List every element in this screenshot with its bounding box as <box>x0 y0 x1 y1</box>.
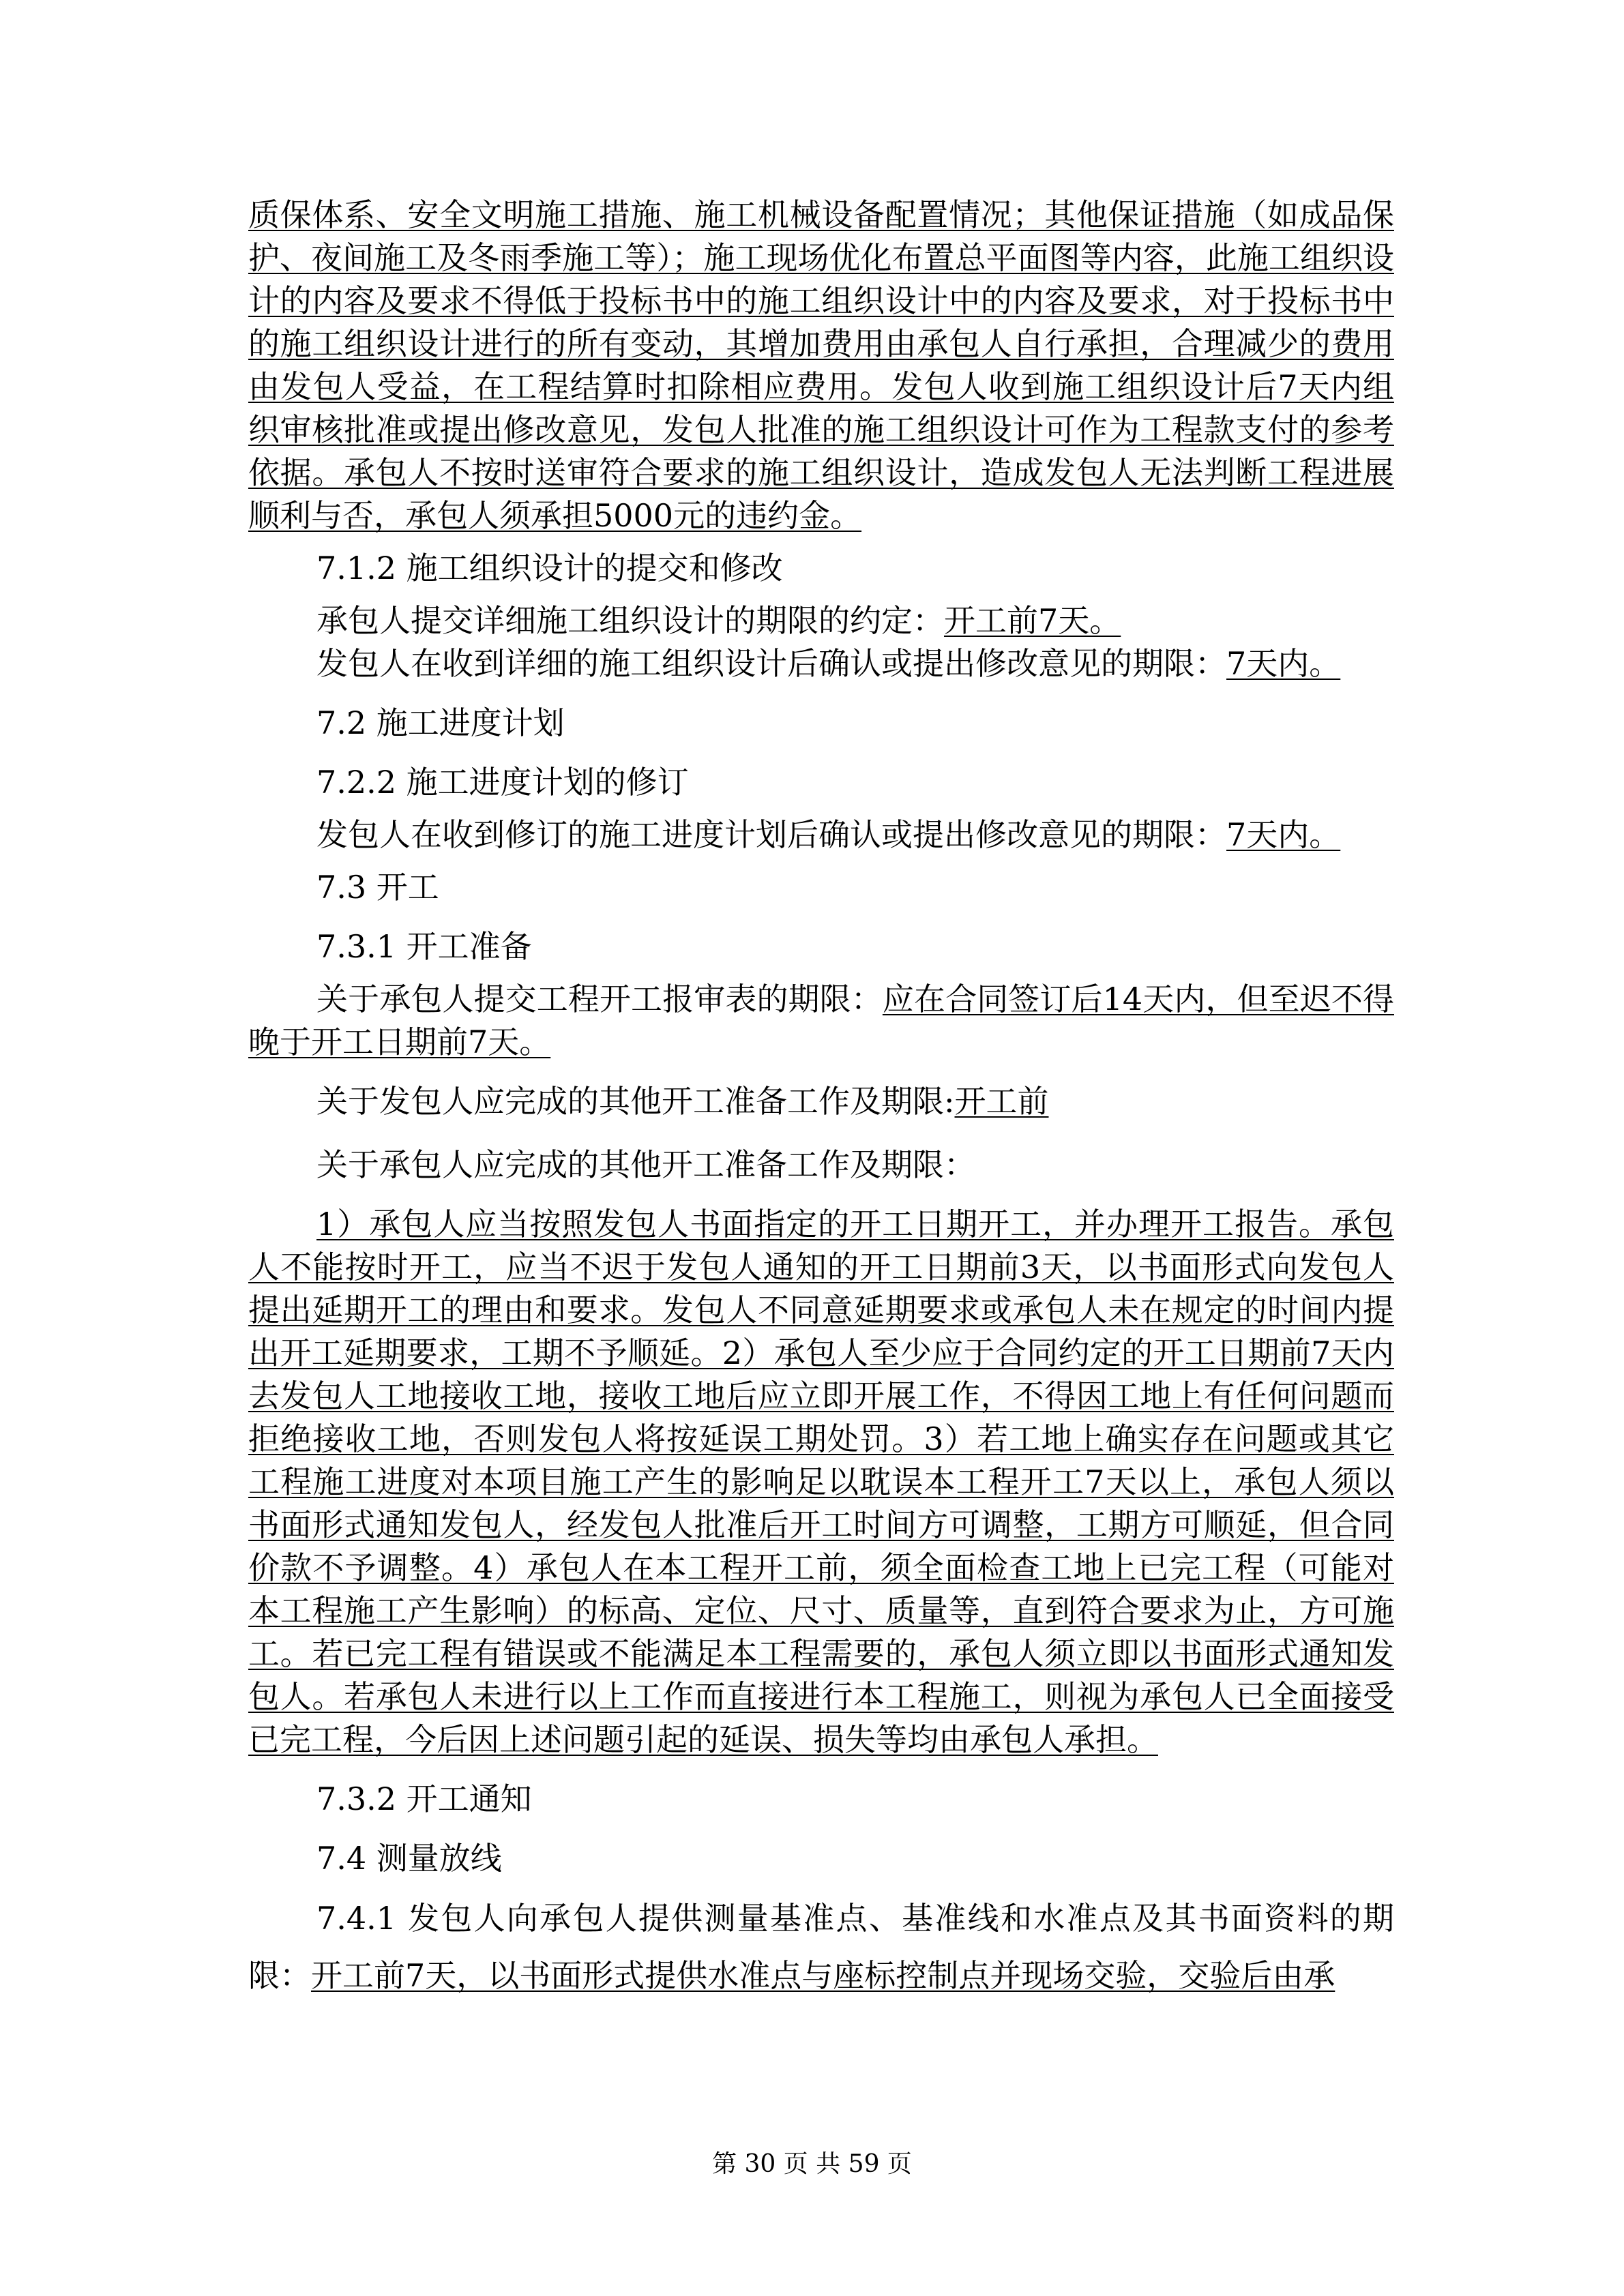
heading-7-2-2: 7.2.2 施工进度计划的修订 <box>316 764 689 801</box>
paragraph-contractor-preparation: 关于承包人应完成的其他开工准备工作及期限： <box>316 1146 975 1183</box>
value-text: 开工前7天，以书面形式提供水准点与座标控制点并现场交验，交验后由承 <box>311 1957 1335 1994</box>
heading-7-1-2: 7.1.2 施工组织设计的提交和修改 <box>316 550 783 586</box>
label-text: 承包人提交详细施工组织设计的期限的约定： <box>316 602 944 639</box>
label-text: 发包人在收到修订的施工进度计划后确认或提出修改意见的期限： <box>316 816 1226 853</box>
paragraph-contractor-preparation-details: 1）承包人应当按照发包人书面指定的开工日期开工，并办理开工报告。承包人不能按时开工，应当不迟于发包人通知的开工日期前3天，以书面形式向发包人提出延期开工的理由和要求。发包人不同意延期要求或承包人未在规定的时间内提出开工延期要求，工期不予顺延。2）承包人至少应于合同约定的开工日期前7天内去发包人工地接收工地，接收工地后应立即开展工作，不得因工地上有任何问题而拒绝接收工地，否则发包人将按延误工期处罚。3）若工地上确实存在问题或其它工程施工进度对本项目施工产生的影响足以耽误本工程开工7天以上，承包人须以书面形式通知发包人，经发包人批准后开工时间方可调整，工期方可顺延，但合同价款不予调整。4）承包人在本工程开工前，须全面检查工地上已完工程（可能对本工程施工产生影响）的标高、定位、尺寸、质量等，直到符合要求为止，方可施工。若已完工程有错误或不能满足本工程需要的，承包人须立即以书面形式通知发包人。若承包人未进行以上工作而直接进行本工程施工，则视为承包人已全面接受已完工程，今后因上述问题引起的延误、损失等均由承包人承担。 <box>248 1206 1394 1758</box>
paragraph-survey-data-deadline <box>248 1890 1394 2004</box>
paragraph-submission-deadline <box>248 599 1394 642</box>
label-text: 7.4.1 发包人向承包人提供测量基准点、基准线和水准点及其书面资料的期限： <box>248 1900 1394 1994</box>
label-text: 发包人在收到详细的施工组织设计后确认或提出修改意见的期限： <box>316 645 1226 682</box>
value-text: 7天内。 <box>1226 816 1341 853</box>
heading-7-3-1: 7.3.1 开工准备 <box>316 928 532 965</box>
value-text: 应在合同签订后14天内，但至迟不得晚于开工日期前7天。 <box>248 981 1394 1060</box>
paragraph-employer-preparation <box>248 1080 1394 1123</box>
paragraph-schedule-revision-deadline <box>248 814 1394 856</box>
heading-7-3: 7.3 开工 <box>316 869 439 906</box>
paragraph-confirmation-deadline <box>248 642 1394 685</box>
value-text: 7天内。 <box>1226 645 1341 682</box>
label-text: 关于承包人提交工程开工报审表的期限： <box>316 981 883 1017</box>
document-body <box>248 194 1394 2004</box>
heading-7-3-2: 7.3.2 开工通知 <box>316 1780 532 1817</box>
heading-7-4: 7.4 测量放线 <box>316 1840 502 1877</box>
label-text: 关于发包人应完成的其他开工准备工作及期限: <box>316 1083 955 1120</box>
paragraph-construction-org-design: 质保体系、安全文明施工措施、施工机械设备配置情况；其他保证措施（如成品保护、夜间施工及冬雨季施工等）；施工现场优化布置总平面图等内容，此施工组织设计的内容及要求不得低于投标书中的施工组织设计中的内容及要求，对于投标书中的施工组织设计进行的所有变动，其增加费用由承包人自行承担，合理减少的费用由发包人受益，在工程结算时扣除相应费用。发包人收到施工组织设计后7天内组织审核批准或提出修改意见，发包人批准的施工组织设计可作为工程款支付的参考依据。承包人不按时送审符合要求的施工组织设计，造成发包人无法判断工程进展顺利与否，承包人须承担5000元的违约金。 <box>248 196 1394 534</box>
paragraph-start-report-deadline <box>248 978 1394 1064</box>
heading-7-2: 7.2 施工进度计划 <box>316 704 565 741</box>
value-text: 开工前 <box>954 1083 1049 1120</box>
value-text: 开工前7天。 <box>944 602 1121 639</box>
page-number-footer: 第 30 页 共 59 页 <box>712 2150 912 2178</box>
